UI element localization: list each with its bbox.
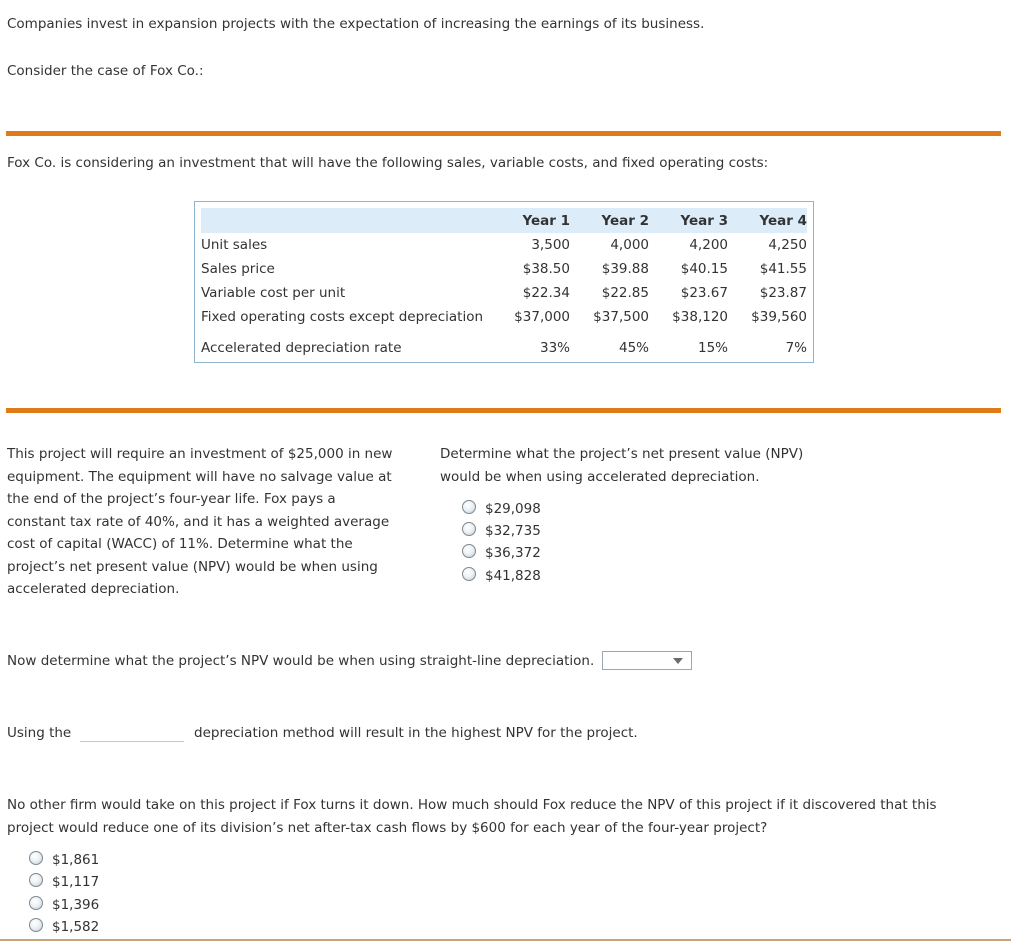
radio-button-icon[interactable] (462, 544, 476, 558)
cell-value: $40.15 (680, 261, 728, 277)
radio-button-icon[interactable] (462, 500, 476, 514)
header-year-1: Year 1 (522, 212, 570, 229)
npv-option-3[interactable] (462, 542, 541, 564)
option-label: $32,735 (485, 523, 541, 539)
option-label: $29,098 (485, 501, 541, 517)
description-line: equipment. The equipment will have no salvage value at (7, 468, 392, 485)
option-label: $1,396 (52, 897, 100, 913)
straight-line-prompt: Now determine what the project’s NPV would be when using straight-line depreciation. (7, 653, 595, 669)
reduce-option-2[interactable] (29, 871, 99, 893)
option-label: $1,582 (52, 919, 100, 935)
reduce-option-3[interactable] (29, 894, 99, 916)
section-description: Fox Co. is considering an investment that will have the following sales, variable costs, and fixed operating costs: (7, 155, 769, 171)
cell-value: 4,250 (768, 237, 807, 253)
cell-value: 7% (785, 340, 807, 356)
npv-question (440, 443, 860, 488)
section-divider (6, 408, 1001, 413)
row-label: Unit sales (201, 237, 268, 253)
description-line: accelerated depreciation. (7, 581, 180, 597)
section-divider (6, 131, 1001, 136)
cell-value: $22.85 (601, 285, 649, 301)
table-row (201, 336, 807, 360)
table-row (201, 233, 807, 257)
radio-button-icon[interactable] (29, 896, 43, 910)
data-table-panel (194, 201, 814, 363)
row-label: Sales price (201, 261, 275, 277)
npv-option-4[interactable] (462, 565, 541, 587)
project-description (7, 443, 407, 601)
row-label: Variable cost per unit (201, 285, 346, 301)
cell-value: 15% (697, 340, 728, 356)
option-label: $36,372 (485, 545, 541, 561)
data-table (201, 208, 807, 360)
radio-button-icon[interactable] (462, 567, 476, 581)
question-line: No other firm would take on this project if Fox turns it down. How much should Fox reduce the NPV of this project if it discovered that this (7, 797, 937, 813)
description-line: the end of the project’s four-year life. Fox pays a (7, 491, 336, 507)
header-year-2: Year 2 (601, 212, 649, 229)
cell-value: 3,500 (531, 237, 570, 253)
header-year-4: Year 4 (759, 212, 807, 229)
cell-value: $22.34 (522, 285, 570, 301)
option-label: $1,117 (52, 874, 100, 890)
row-label: Fixed operating costs except depreciation (201, 309, 484, 325)
table-row (201, 281, 807, 305)
depreciation-method-blank[interactable] (80, 741, 184, 742)
description-line: project’s net present value (NPV) would be when using (7, 558, 378, 575)
npv-option-2[interactable] (462, 520, 541, 542)
table-header-row (201, 208, 807, 233)
reduce-option-1[interactable] (29, 849, 99, 871)
radio-button-icon[interactable] (29, 873, 43, 887)
header-year-3: Year 3 (680, 212, 728, 229)
cell-value: $23.67 (680, 285, 728, 301)
question-line: Determine what the project’s net present value (NPV) (440, 446, 804, 462)
question-line: project would reduce one of its division’s net after-tax cash flows by $600 for each year of the four-year project? (7, 819, 768, 836)
highest-npv-suffix: depreciation method will result in the highest NPV for the project. (194, 725, 638, 741)
table-row (201, 257, 807, 281)
page-bottom-rule (0, 939, 1011, 941)
row-label: Accelerated depreciation rate (201, 340, 402, 356)
table-row (201, 305, 807, 329)
cell-value: $39.88 (601, 261, 649, 277)
straight-line-npv-select[interactable] (602, 651, 692, 670)
intro-case-text: Consider the case of Fox Co.: (7, 63, 204, 79)
chevron-down-icon[interactable] (673, 658, 683, 664)
description-line: cost of capital (WACC) of 11%. Determine what the (7, 536, 353, 552)
option-label: $1,861 (52, 852, 100, 868)
cell-value: $23.87 (759, 285, 807, 301)
option-label: $41,828 (485, 568, 541, 584)
cell-value: 45% (618, 340, 649, 356)
cell-value: $37,500 (593, 309, 649, 325)
description-line: constant tax rate of 40%, and it has a weighted average (7, 513, 390, 530)
cell-value: $38.50 (522, 261, 570, 277)
reduce-option-4[interactable] (29, 916, 99, 938)
cell-value: $37,000 (514, 309, 570, 325)
cell-value: 33% (539, 340, 570, 356)
intro-text: Companies invest in expansion projects with the expectation of increasing the earnings of its business. (7, 16, 705, 32)
cell-value: 4,000 (610, 237, 649, 253)
radio-button-icon[interactable] (29, 851, 43, 865)
cell-value: 4,200 (689, 237, 728, 253)
reduce-npv-question (7, 794, 1007, 839)
cell-value: $41.55 (759, 261, 807, 277)
highest-npv-prefix: Using the (7, 725, 72, 741)
cell-value: $38,120 (672, 309, 728, 325)
radio-button-icon[interactable] (29, 918, 43, 932)
question-line: would be when using accelerated depreciation. (440, 468, 760, 485)
radio-button-icon[interactable] (462, 522, 476, 536)
npv-option-1[interactable] (462, 498, 541, 520)
cell-value: $39,560 (751, 309, 807, 325)
description-line: This project will require an investment of $25,000 in new (7, 446, 393, 462)
